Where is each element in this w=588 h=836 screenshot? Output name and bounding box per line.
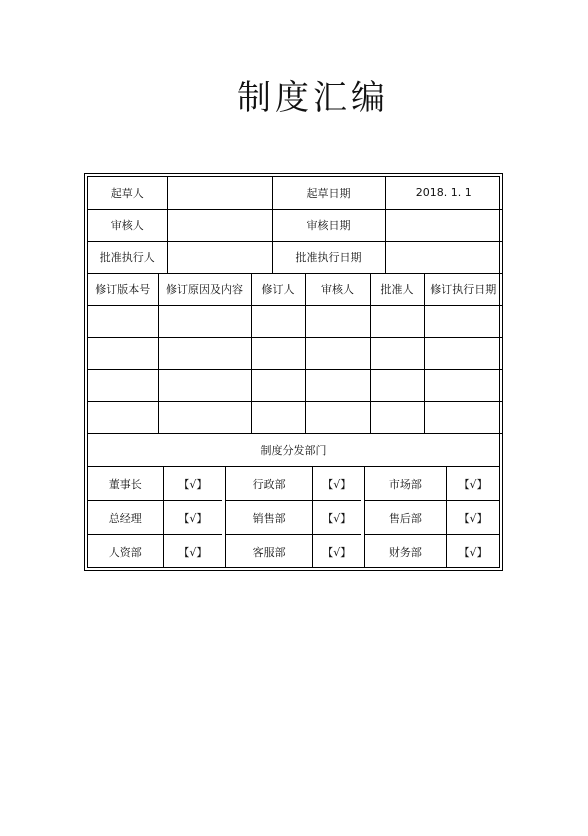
department-checkbox[interactable]: 【√】 (312, 467, 360, 501)
info-table (88, 177, 502, 274)
document-title: 制度汇编 (237, 78, 389, 118)
department-row (226, 467, 360, 501)
department-name: 董事长 (88, 467, 163, 501)
info-label: 批准执行日期 (272, 241, 385, 273)
info-value[interactable] (385, 241, 502, 273)
department-checkbox[interactable]: 【√】 (447, 501, 499, 535)
revision-cell[interactable] (370, 402, 424, 434)
department-row (226, 535, 360, 569)
department-checkbox[interactable]: 【√】 (163, 467, 222, 501)
revision-header: 修订执行日期 (424, 274, 502, 306)
form-inner (87, 176, 500, 568)
revision-row (88, 402, 502, 434)
department-checkbox[interactable]: 【√】 (447, 467, 499, 501)
info-label: 起草人 (88, 177, 167, 209)
revision-header: 修订版本号 (88, 274, 158, 306)
info-value[interactable] (385, 209, 502, 241)
department-group (225, 467, 360, 568)
revision-cell[interactable] (158, 370, 251, 402)
revision-row (88, 306, 502, 338)
department-name: 售后部 (365, 501, 447, 535)
revision-header-row (88, 274, 502, 306)
department-name: 总经理 (88, 501, 163, 535)
revision-cell[interactable] (305, 306, 370, 338)
revision-cell[interactable] (251, 306, 305, 338)
department-group (364, 467, 499, 568)
department-group (88, 467, 222, 568)
revision-cell[interactable] (424, 402, 502, 434)
info-row (88, 241, 502, 273)
department-row (365, 501, 499, 535)
department-name: 销售部 (226, 501, 312, 535)
department-checkbox[interactable]: 【√】 (163, 535, 222, 569)
info-value[interactable] (167, 209, 272, 241)
info-value[interactable] (167, 177, 272, 209)
department-name: 行政部 (226, 467, 312, 501)
revision-cell[interactable] (158, 402, 251, 434)
info-value[interactable] (167, 241, 272, 273)
revision-cell[interactable] (251, 402, 305, 434)
revision-cell[interactable] (424, 306, 502, 338)
department-grid (88, 467, 499, 568)
distribution-title: 制度分发部门 (88, 434, 499, 467)
info-label: 审核日期 (272, 209, 385, 241)
info-label: 起草日期 (272, 177, 385, 209)
revision-cell[interactable] (370, 370, 424, 402)
revision-cell[interactable] (370, 338, 424, 370)
revision-cell[interactable] (88, 402, 158, 434)
revision-cell[interactable] (158, 338, 251, 370)
department-row (88, 467, 222, 501)
revision-cell[interactable] (88, 338, 158, 370)
revision-cell[interactable] (305, 370, 370, 402)
revision-header: 批准人 (370, 274, 424, 306)
revision-cell[interactable] (305, 338, 370, 370)
revision-header: 修订人 (251, 274, 305, 306)
info-value[interactable]: 2018. 1. 1 (385, 177, 502, 209)
department-checkbox[interactable]: 【√】 (312, 501, 360, 535)
info-label: 审核人 (88, 209, 167, 241)
revision-cell[interactable] (370, 306, 424, 338)
revision-header: 审核人 (305, 274, 370, 306)
department-name: 市场部 (365, 467, 447, 501)
department-checkbox[interactable]: 【√】 (447, 535, 499, 569)
revision-cell[interactable] (424, 338, 502, 370)
revision-cell[interactable] (305, 402, 370, 434)
info-label: 批准执行人 (88, 241, 167, 273)
form-frame (84, 173, 503, 571)
department-checkbox[interactable]: 【√】 (312, 535, 360, 569)
revision-cell[interactable] (251, 338, 305, 370)
revision-table (88, 274, 502, 435)
department-name: 客服部 (252, 545, 286, 559)
revision-cell[interactable] (158, 306, 251, 338)
department-row (88, 535, 222, 569)
department-row (365, 467, 499, 501)
info-row (88, 177, 502, 209)
revision-cell[interactable] (424, 370, 502, 402)
department-row (88, 501, 222, 535)
revision-cell[interactable] (88, 370, 158, 402)
revision-cell[interactable] (88, 306, 158, 338)
department-row (365, 535, 499, 569)
department-name: 人资部 (108, 545, 142, 559)
revision-header: 修订原因及内容 (158, 274, 251, 306)
revision-row (88, 338, 502, 370)
department-name: 财务部 (388, 545, 422, 559)
info-row (88, 209, 502, 241)
revision-cell[interactable] (251, 370, 305, 402)
department-checkbox[interactable]: 【√】 (163, 501, 222, 535)
revision-row (88, 370, 502, 402)
department-row (226, 501, 360, 535)
